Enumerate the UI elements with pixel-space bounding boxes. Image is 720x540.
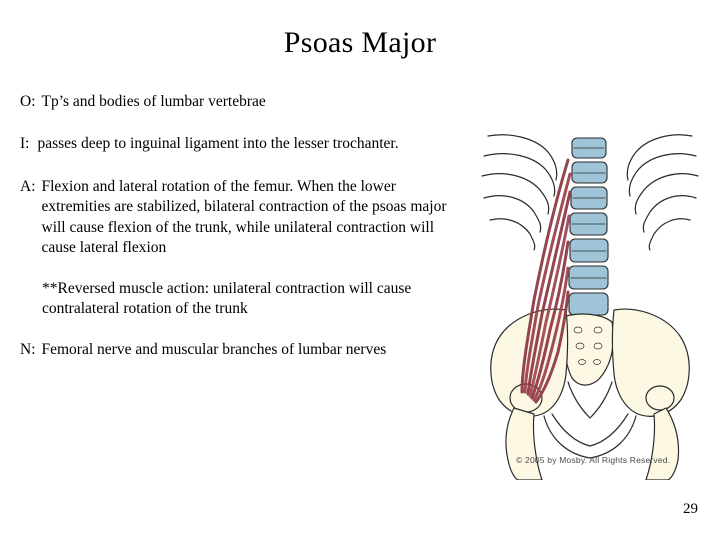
nerve-text: Femoral nerve and muscular branches of lumbar nerves xyxy=(41,340,387,358)
nerve-label: N: xyxy=(20,340,36,358)
reversed-action-text: **Reversed muscle action: unilateral contraction will cause contralateral rotation of the trunk xyxy=(42,279,412,318)
origin-text: Tp’s and bodies of lumbar vertebrae xyxy=(41,93,266,110)
insertion-paragraph xyxy=(20,134,465,154)
origin-label: O: xyxy=(20,93,36,110)
origin-paragraph xyxy=(20,92,465,112)
action-paragraph xyxy=(20,177,465,259)
page-number: 29 xyxy=(683,501,698,517)
figure-copyright: © 2005 by Mosby. All Rights Reserved. xyxy=(516,455,671,465)
psoas-major-anatomy-illustration xyxy=(470,130,710,480)
insertion-text: passes deep to inguinal ligament into the lesser trochanter. xyxy=(37,135,399,153)
page-title: Psoas Major xyxy=(283,26,437,59)
action-label: A: xyxy=(20,177,36,195)
reversed-action-paragraph xyxy=(42,279,465,320)
slide-body xyxy=(20,92,465,377)
insertion-label: I: xyxy=(20,135,30,153)
action-text: Flexion and lateral rotation of the femur. When the lower extremities are stabilized, bilateral contraction of the psoas major will cause flexion of the trunk, while unilateral contraction will cause lateral flexion xyxy=(41,177,447,257)
nerve-paragraph xyxy=(20,340,465,360)
